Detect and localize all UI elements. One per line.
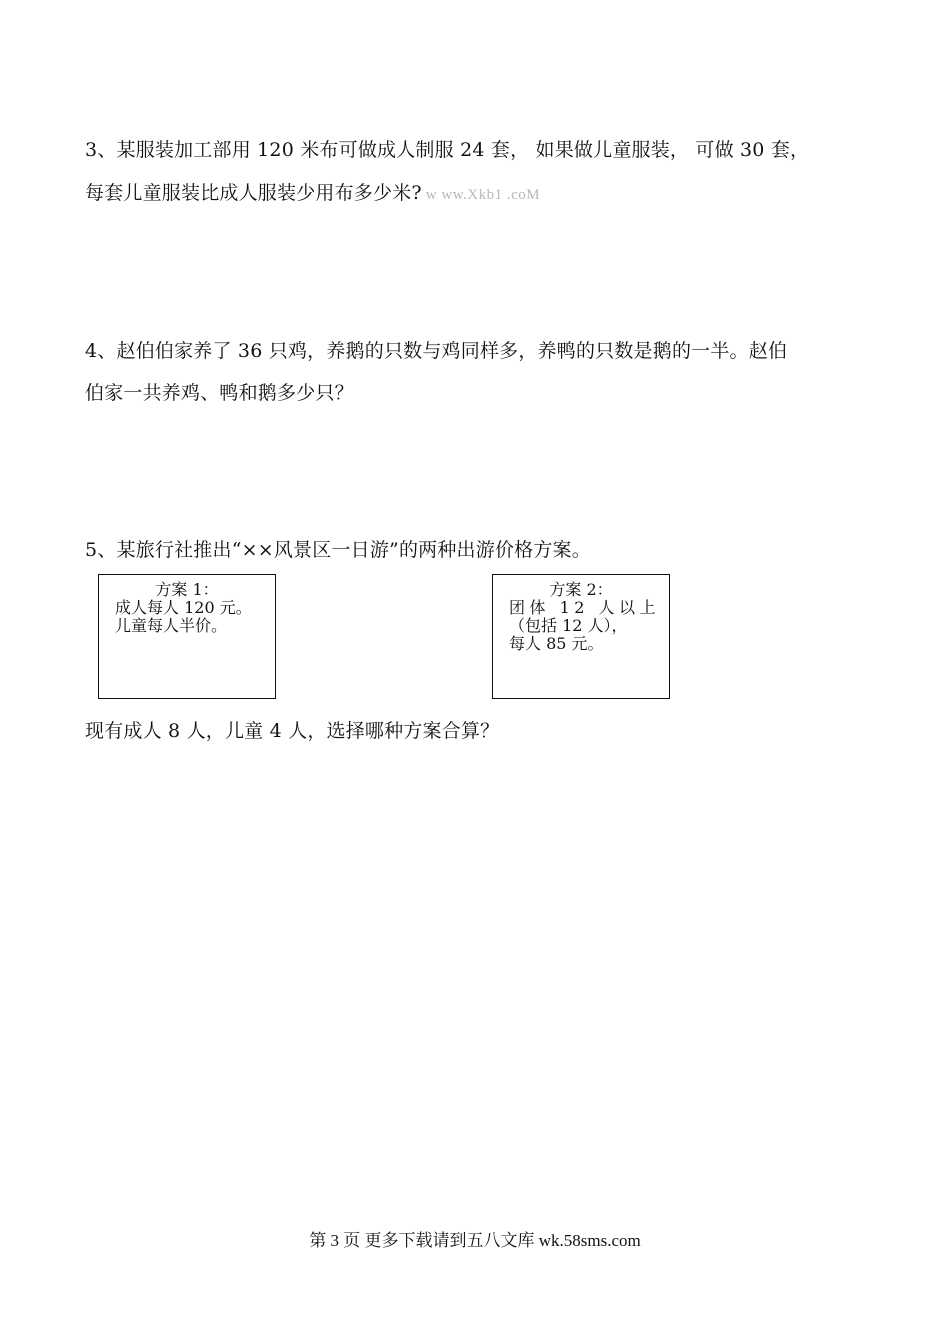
problem-3-line-2 (85, 181, 540, 207)
problem-4-line-2: 伯家一共养鸡、鸭和鹅多少只？ (85, 382, 354, 404)
plan-2-line-2: （包括 12 人）， (509, 616, 628, 635)
plan-1-line-2: 儿童每人半价。 (115, 616, 228, 635)
watermark-text: w ww.Xkb1 .coM (425, 187, 541, 203)
plan-2-title: 方案 2： (549, 580, 613, 599)
plan-1-line-1: 成人每人 120 元。 (115, 598, 252, 617)
problem-4-line-1: 4、赵伯伯家养了 36 只鸡，养鹅的只数与鸡同样多，养鸭的只数是鹅的一半。赵伯 (85, 340, 788, 362)
problem-3-line-1: 3、某服装加工部用 120 米布可做成人制服 24 套， 如果做儿童服装， 可做 30 套， (85, 139, 810, 161)
problem-3-line-2-text: 每套儿童服装比成人服装少用布多少米? (85, 182, 422, 204)
problem-5-question: 现有成人 8 人，儿童 4 人，选择哪种方案合算？ (85, 720, 500, 742)
page-footer: 第 3 页 更多下载请到五八文库 wk.58sms.com (309, 1231, 641, 1250)
plan-1-box (98, 574, 276, 699)
plan-2-line-3: 每人 85 元。 (509, 634, 604, 653)
plan-2-box (492, 574, 670, 699)
plan-1-title: 方案 1： (155, 580, 219, 599)
plan-2-line-1: 团体 12 人以上 (509, 598, 661, 617)
problem-5-line-1: 5、某旅行社推出“××风景区一日游”的两种出游价格方案。 (85, 539, 591, 561)
